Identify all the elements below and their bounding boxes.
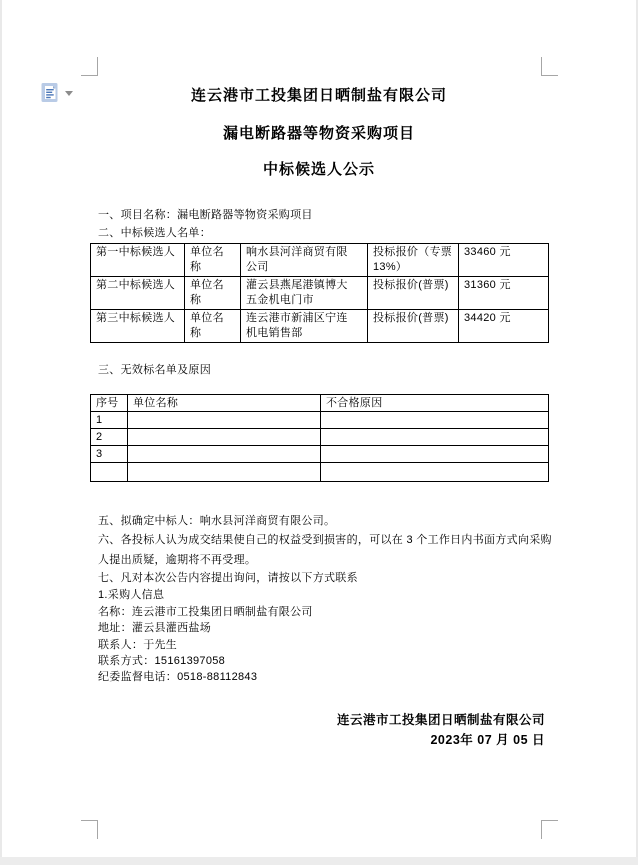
crop-mark-top-right bbox=[541, 57, 558, 76]
signature-company: 连云港市工投集团日晒制盐有限公司 bbox=[336, 713, 545, 727]
purchaser-supervision-phone: 纪委监督电话：0518-88112843 bbox=[98, 671, 258, 683]
price-value: 31360 元 bbox=[459, 277, 549, 310]
page-bottom-margin-area bbox=[0, 857, 638, 865]
purchaser-contact: 联系人：于先生 bbox=[98, 639, 178, 651]
unit-name-label: 单位名称 bbox=[185, 277, 241, 310]
table-row bbox=[91, 463, 549, 482]
section-item-3-invalid-bids: 三、无效标名单及原因 bbox=[98, 364, 211, 376]
candidate-rank: 第一中标候选人 bbox=[91, 244, 185, 277]
document-title-announcement: 中标候选人公示 bbox=[262, 161, 375, 178]
table-row bbox=[91, 244, 549, 277]
seq-cell: 1 bbox=[91, 412, 128, 429]
seq-cell: 2 bbox=[91, 429, 128, 446]
candidates-table bbox=[90, 243, 549, 343]
price-value: 34420 元 bbox=[459, 310, 549, 343]
company-name: 灌云县燕尾港镇博大五金机电门市 bbox=[241, 277, 368, 310]
table-row bbox=[91, 310, 549, 343]
invalid-bids-table bbox=[90, 394, 549, 482]
signature-date: 2023年 07 月 05 日 bbox=[430, 733, 545, 747]
table-row bbox=[91, 446, 549, 463]
table-row bbox=[91, 412, 549, 429]
section-item-1-project-name: 一、项目名称：漏电断路器等物资采购项目 bbox=[98, 209, 313, 221]
reason-cell bbox=[321, 463, 549, 482]
company-name: 连云港市新浦区宁连机电销售部 bbox=[241, 310, 368, 343]
purchaser-phone: 联系方式：15161397058 bbox=[98, 655, 226, 667]
unit-cell bbox=[128, 463, 321, 482]
price-label: 投标报价（专票13%） bbox=[368, 244, 459, 277]
column-header-unit: 单位名称 bbox=[128, 395, 321, 412]
crop-mark-bottom-left bbox=[81, 820, 98, 839]
crop-mark-top-left bbox=[81, 57, 98, 76]
unit-cell bbox=[128, 429, 321, 446]
section-item-5-proposed-winner: 五、拟确定中标人：响水县河洋商贸有限公司。 bbox=[98, 515, 336, 527]
unit-cell bbox=[128, 412, 321, 429]
section-item-7-contact-notice: 七、凡对本次公告内容提出询问，请按以下方式联系 bbox=[98, 572, 358, 584]
price-label: 投标报价(普票) bbox=[368, 310, 459, 343]
column-header-seq: 序号 bbox=[91, 395, 128, 412]
signature-block bbox=[0, 710, 545, 750]
price-value: 33460 元 bbox=[459, 244, 549, 277]
reason-cell bbox=[321, 429, 549, 446]
purchaser-info-heading: 1.采购人信息 bbox=[98, 589, 165, 601]
price-label: 投标报价(普票) bbox=[368, 277, 459, 310]
candidate-rank: 第二中标候选人 bbox=[91, 277, 185, 310]
purchaser-name: 名称：连云港市工投集团日晒制盐有限公司 bbox=[98, 606, 313, 618]
table-header-row bbox=[91, 395, 549, 412]
company-name: 响水县河洋商贸有限公司 bbox=[241, 244, 368, 277]
seq-cell: 3 bbox=[91, 446, 128, 463]
reason-cell bbox=[321, 446, 549, 463]
document-title-project: 漏电断路器等物资采购项目 bbox=[222, 125, 415, 142]
document-title-company: 连云港市工投集团日晒制盐有限公司 bbox=[190, 87, 447, 104]
candidate-rank: 第三中标候选人 bbox=[91, 310, 185, 343]
table-row bbox=[91, 429, 549, 446]
unit-name-label: 单位名称 bbox=[185, 244, 241, 277]
unit-cell bbox=[128, 446, 321, 463]
crop-mark-bottom-right bbox=[541, 820, 558, 839]
section-item-6-objection-line-1: 六、各投标人认为成交结果使自己的权益受到损害的，可以在 3 个工作日内书面方式向采购 bbox=[98, 534, 552, 546]
unit-name-label: 单位名称 bbox=[185, 310, 241, 343]
seq-cell bbox=[91, 463, 128, 482]
purchaser-address: 地址：灌云县灌西盐场 bbox=[98, 622, 211, 634]
reason-cell bbox=[321, 412, 549, 429]
section-item-6-objection-line-2: 人提出质疑，逾期将不再受理。 bbox=[98, 554, 257, 566]
table-row bbox=[91, 277, 549, 310]
column-header-reason: 不合格原因 bbox=[321, 395, 549, 412]
section-item-2-candidate-list: 二、中标候选人名单： bbox=[98, 227, 211, 239]
